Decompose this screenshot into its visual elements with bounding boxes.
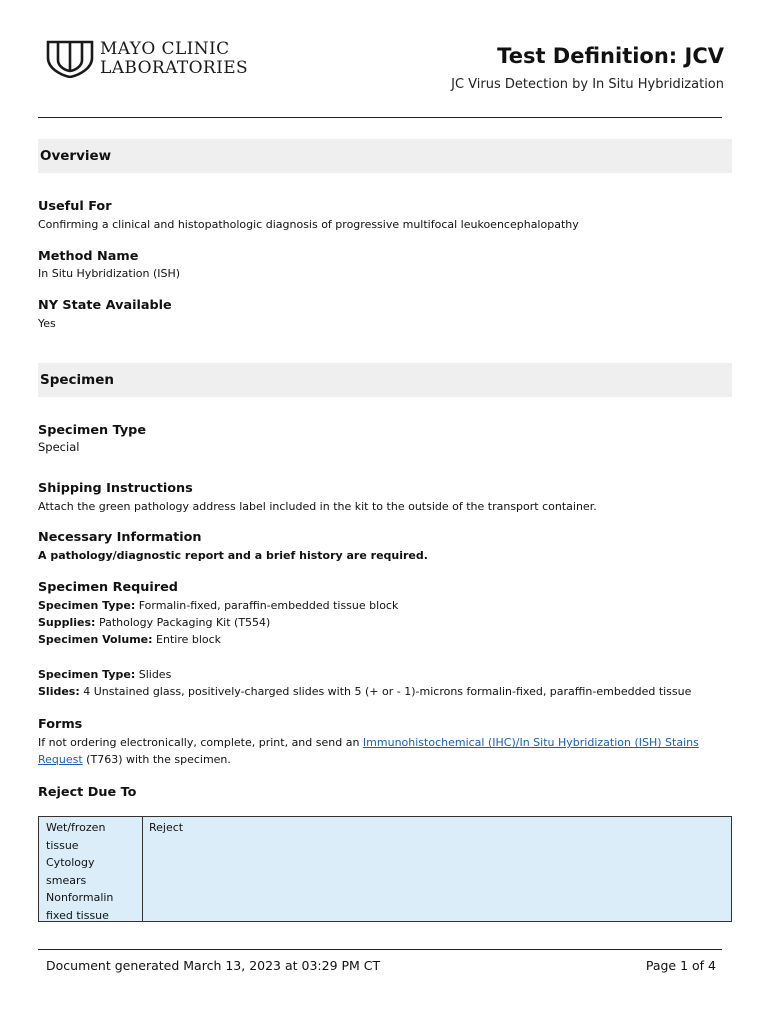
forms-suffix: (T763) with the specimen. [82,753,231,766]
reject-condition-line: Cytology [46,856,95,869]
overview-section-title: Overview [40,148,112,164]
useful-for-text: Confirming a clinical and histopathologic diagnosis of progressive multifocal leukoencephalopathy [38,218,579,231]
specimen-type-heading: Specimen Type [38,423,146,438]
req2-type-value: Slides [135,668,172,681]
overview-section-header [38,139,732,173]
reject-condition-line: Wet/frozen [46,821,106,834]
req2-slides-value: 4 Unstained glass, positively-charged slides with 5 (+ or - 1)-microns formalin-fixed, paraffin-embedded tissue [79,685,692,698]
ihc-ish-request-link-continued[interactable]: Request [38,753,83,766]
ny-state-heading: NY State Available [38,298,172,313]
shield-logo-icon [46,40,94,78]
page-number: Page 1 of 4 [645,958,716,973]
specimen-required-block-2 [38,666,691,700]
reject-condition-line: fixed tissue [46,908,109,922]
req1-type-line [38,597,398,614]
forms-text [38,734,732,768]
method-name-text: In Situ Hybridization (ISH) [38,267,181,280]
req1-volume-key: Specimen Volume: [38,633,153,646]
req2-type-line [38,666,691,683]
forms-line-1 [38,734,732,751]
ny-state-text: Yes [38,317,56,330]
mayo-clinic-logo [46,40,266,80]
header-divider [38,117,722,118]
method-name-heading: Method Name [38,249,139,264]
shipping-heading: Shipping Instructions [38,481,193,496]
reject-due-to-heading: Reject Due To [38,785,137,800]
page-subtitle: JC Virus Detection by In Situ Hybridization [451,77,724,92]
reject-action-cell: Reject [149,821,184,834]
reject-conditions-cell [39,817,143,921]
req1-type-value: Formalin-fixed, paraffin-embedded tissue block [135,599,399,612]
specimen-section-title: Specimen [40,372,115,388]
forms-heading: Forms [38,717,83,732]
specimen-required-block-1 [38,597,398,648]
req1-supplies-value: Pathology Packaging Kit (T554) [95,616,271,629]
document-generated-text: Document generated March 13, 2023 at 03:29 PM CT [46,958,381,973]
specimen-section-header [38,363,732,397]
page-title: Test Definition: JCV [497,44,724,68]
reject-condition-line: smears [46,873,87,887]
logo-line-2: LABORATORIES [100,58,249,78]
specimen-type-text: Special [38,440,80,454]
shipping-text: Attach the green pathology address label included in the kit to the outside of the transport container. [38,500,597,513]
req2-slides-line [38,683,691,700]
forms-line-2 [38,751,732,768]
req1-volume-value: Entire block [152,633,222,646]
ihc-ish-request-link[interactable]: Immunohistochemical (IHC)/In Situ Hybridization (ISH) Stains [362,736,699,749]
forms-prefix: If not ordering electronically, complete, print, and send an [38,736,363,749]
req1-volume-line [38,631,398,648]
footer-divider [38,949,722,950]
necessary-info-heading: Necessary Information [38,530,202,545]
reject-condition-line: tissue [46,838,79,852]
req1-supplies-line [38,614,398,631]
necessary-info-text: A pathology/diagnostic report and a brief history are required. [38,549,428,562]
req2-type-key: Specimen Type: [38,668,136,681]
logo-line-1: MAYO CLINIC [100,39,230,59]
useful-for-heading: Useful For [38,199,112,214]
req1-type-key: Specimen Type: [38,599,136,612]
logo-wordmark [100,40,248,78]
req1-supplies-key: Supplies: [38,616,96,629]
specimen-required-heading: Specimen Required [38,580,178,595]
reject-condition-line: Nonformalin [46,891,114,904]
req2-slides-key: Slides: [38,685,80,698]
reject-table [38,816,732,922]
